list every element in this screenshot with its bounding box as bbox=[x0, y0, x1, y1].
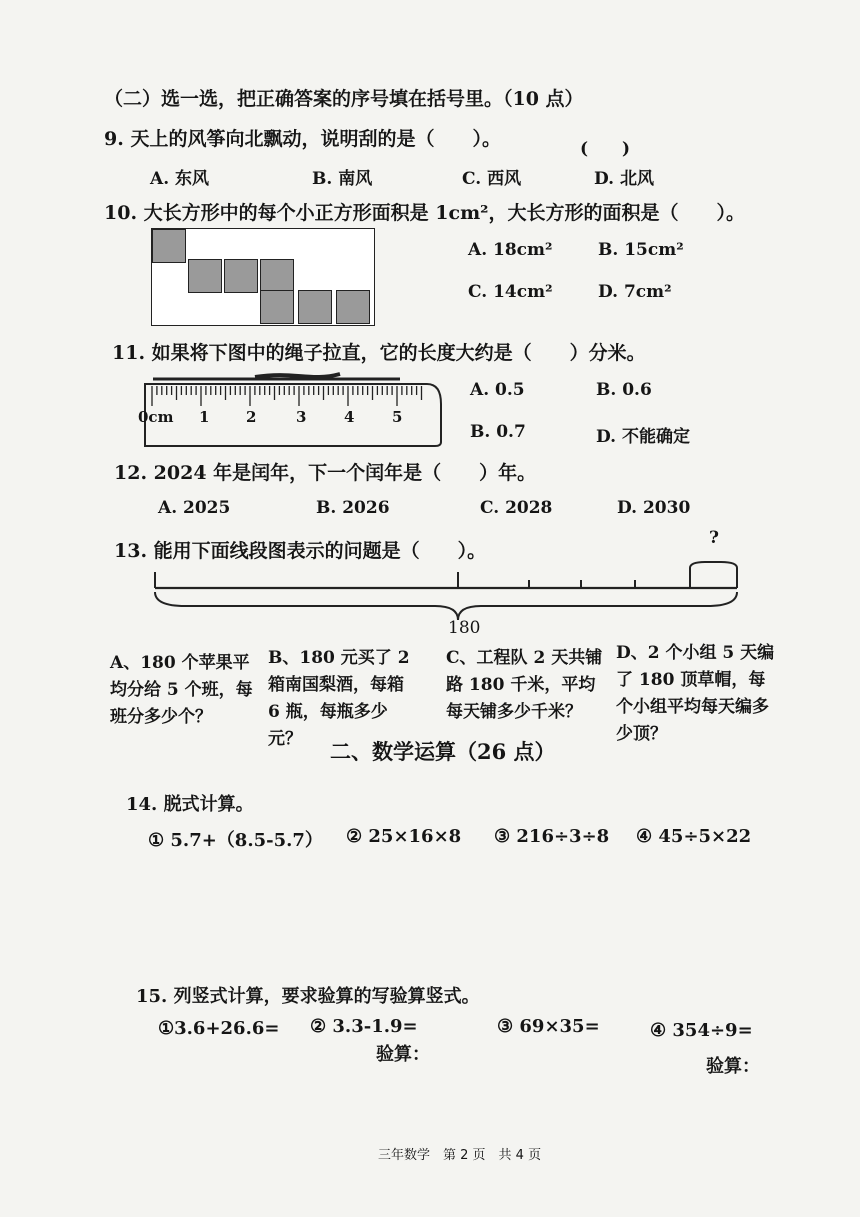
section-header-calculation: 二、数学运算（26 点） bbox=[330, 739, 556, 764]
q14-item-3: ③ 216÷3÷8 bbox=[494, 826, 610, 847]
ruler-rope-figure bbox=[135, 364, 450, 448]
grid-cell bbox=[224, 259, 258, 293]
q10-option-b[interactable]: B. 15cm² bbox=[598, 240, 684, 260]
ruler-ticks bbox=[152, 386, 422, 406]
q11-option-a[interactable]: A. 0.5 bbox=[470, 380, 525, 400]
q13-option-a[interactable]: A、180 个苹果平均分给 5 个班，每班分多少个？ bbox=[110, 653, 253, 727]
page-footer: 三年数学 第 2 页 共 4 页 bbox=[378, 1148, 542, 1163]
ruler-label-2: 2 bbox=[246, 408, 257, 426]
line-segment-diagram bbox=[145, 548, 745, 628]
rectangle-grid-figure bbox=[151, 228, 375, 326]
question-11-stem: 11. 如果将下图中的绳子拉直，它的长度大约是（ ）分米。 bbox=[112, 342, 646, 364]
ruler-label-5: 5 bbox=[392, 408, 403, 426]
q15-check-label-4: 验算： bbox=[706, 1056, 760, 1077]
grid-cell bbox=[188, 259, 222, 293]
q14-item-2: ② 25×16×8 bbox=[346, 826, 462, 847]
q11-option-b[interactable]: B. 0.6 bbox=[596, 380, 652, 400]
grid-cell bbox=[260, 290, 294, 324]
q15-item-3: ③ 69×35= bbox=[497, 1016, 600, 1037]
ruler-label-1: 1 bbox=[199, 408, 210, 426]
question-brace bbox=[690, 562, 737, 582]
total-brace bbox=[155, 592, 737, 620]
q14-item-1: ① 5.7+（8.5-5.7） bbox=[148, 830, 323, 851]
q15-item-1: ①3.6+26.6= bbox=[158, 1018, 280, 1039]
q12-option-c[interactable]: C. 2028 bbox=[480, 498, 553, 518]
ruler-label-3: 3 bbox=[296, 408, 307, 426]
q10-option-a[interactable]: A. 18cm² bbox=[468, 240, 553, 260]
q10-option-c[interactable]: C. 14cm² bbox=[468, 282, 553, 302]
q13-option-b[interactable]: B、180 元买了 2 箱南国梨酒，每箱 6 瓶，每瓶多少元？ bbox=[268, 648, 410, 749]
grid-cell bbox=[260, 259, 294, 293]
q9-option-b[interactable]: B. 南风 bbox=[312, 169, 373, 189]
q9-option-c[interactable]: C. 西风 bbox=[462, 169, 522, 189]
question-13-stem: 13. 能用下面线段图表示的问题是（ ）。 bbox=[114, 540, 487, 562]
rope-knot bbox=[255, 374, 340, 377]
segment-question-mark: ? bbox=[709, 528, 719, 548]
q15-item-4: ④ 354÷9= bbox=[650, 1020, 753, 1041]
q11-option-d[interactable]: D. 不能确定 bbox=[596, 427, 690, 447]
question-15-stem: 15. 列竖式计算，要求验算的写验算竖式。 bbox=[136, 986, 480, 1007]
q12-option-d[interactable]: D. 2030 bbox=[617, 498, 691, 518]
question-10-stem: 10. 大长方形中的每个小正方形面积是 1cm²，大长方形的面积是（ ）。 bbox=[104, 202, 746, 224]
ruler-label-4: 4 bbox=[344, 408, 355, 426]
question-9-stem: 9. 天上的风筝向北飘动，说明刮的是（ ）。 bbox=[104, 128, 501, 150]
grid-cell bbox=[152, 229, 186, 263]
q15-check-label-2: 验算： bbox=[376, 1044, 430, 1065]
ruler-label-0: 0cm bbox=[138, 408, 174, 426]
grid-cell bbox=[336, 290, 370, 324]
question-9-side-bracket: ( ) bbox=[580, 139, 631, 159]
q10-option-d[interactable]: D. 7cm² bbox=[598, 282, 672, 302]
q13-option-d[interactable]: D、2 个小组 5 天编了 180 顶草帽，每个小组平均每天编多少顶？ bbox=[616, 643, 775, 744]
question-12-stem: 12. 2024 年是闰年，下一个闰年是（ ）年。 bbox=[114, 462, 537, 484]
q13-option-c[interactable]: C、工程队 2 天共铺路 180 千米，平均每天铺多少千米？ bbox=[446, 648, 603, 722]
grid-cell bbox=[298, 290, 332, 324]
q12-option-a[interactable]: A. 2025 bbox=[158, 498, 231, 518]
q9-option-a[interactable]: A. 东风 bbox=[150, 169, 210, 189]
q9-option-d[interactable]: D. 北风 bbox=[594, 169, 654, 189]
q12-option-b[interactable]: B. 2026 bbox=[316, 498, 390, 518]
q14-item-4: ④ 45÷5×22 bbox=[636, 826, 752, 847]
question-14-stem: 14. 脱式计算。 bbox=[126, 794, 254, 815]
section-header-choice: （二）选一选，把正确答案的序号填在括号里。（10 点） bbox=[104, 88, 584, 110]
segment-total-label: 180 bbox=[448, 618, 481, 638]
q11-option-c[interactable]: B. 0.7 bbox=[470, 422, 526, 442]
q15-item-2: ② 3.3-1.9= bbox=[310, 1016, 418, 1037]
